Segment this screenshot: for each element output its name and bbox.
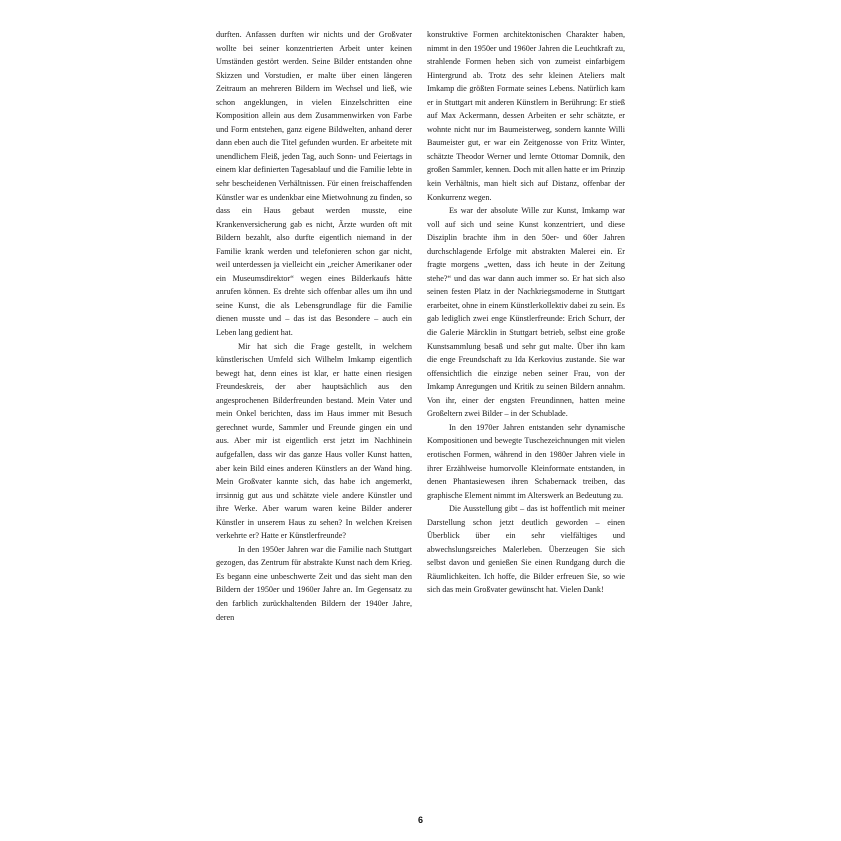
page-number: 6 bbox=[417, 815, 423, 825]
paragraph: Es war der absolute Wille zur Kunst, Imkamp war voll auf sich und seine Kunst konzentriert, und diese Disziplin brachte ihm in den 50er- und 60er Jahren durchschlagende Erfolge mit abstrakten Malerei ein. Er fragte morgens „wetten, dass ich heute in der Zeitung stehe?“ und das war dann auch immer so. Er hat sich also seinen festen Platz in der Nachkriegsmoderne in Stuttgart erarbeitet, ohne in einem Künstlerkollektiv dabei zu sein. Es gab lediglich zwei enge Künstlerfreunde: Erich Schurr, der die Galerie Märcklin in Stuttgart betrieb, selbst eine große Kunstsammlung besaß und sehr gut malte. Über ihn kam die enge Freundschaft zu Ida Kerkovius zustande. Sie war offensichtlich die einzige neben seiner Frau, von der Imkamp Anregungen und Kritik zu seinen Bildern annahm. Von ihr, einer der engsten Freundinnen, hatten meine Großeltern zwei Bilder – in der Schublade. bbox=[427, 206, 625, 419]
paragraph: Mir hat sich die Frage gestellt, in welchem künstlerischen Umfeld sich Wilhelm Imkamp eigentlich bewegt hat, denn eines ist klar, er hatte einen riesigen Freundeskreis, der aber hauptsächlich aus den angesprochenen Bilderfreunden bestand. Mein Vater und mein Onkel berichten, dass im Haus immer mit Besuch gerechnet wurde, Sammler und Freunde gingen ein und aus. Aber mir ist eigentlich erst jetzt im Nachhinein aufgefallen, dass wir das ganze Haus voller Kunst hatten, aber kein Bild eines anderen Künstlers an der Wand hing. Mein Großvater kannte sich, das habe ich angemerkt, irrsinnig gut aus und schätzte viele andere Künstler und ihre Werke. Aber warum waren keine Bilder anderer Künstler in unserem Haus zu sehen? In welchen Kreisen verkehrte er? Hatte er Künstlerfreunde? bbox=[216, 341, 412, 541]
text-column-left bbox=[216, 28, 412, 624]
paragraph: In den 1970er Jahren entstanden sehr dynamische Kompositionen und bewegte Tuschezeichnungen mit vielen erotischen Formen, während in den 1980er Jahren viele in ihrer Erzählweise humorvolle Kleinformate entstanden, in denen Phantasiewesen ihren Schabernack treiben, das graphische Element nimmt im Alterswerk an Bedeutung zu. bbox=[427, 422, 625, 500]
paragraph: durften. Anfassen durften wir nichts und der Großvater wollte bei seiner konzentrierten Arbeit unter keinen Umständen gestört werden. Seine Bilder entstanden ohne Skizzen und Vorstudien, er malte über einen längeren Zeitraum an mehreren Bildern im Wechsel und ließ, wie schon angeklungen, in vielen Einzelschritten eine Komposition allein aus dem Zusammenwirken von Farbe und Form entstehen, ganz eigene Bildwelten, anhand derer dann eben auch die Titel gefunden wurden. Er arbeitete mit unendlichem Fleiß, jeden Tag, auch Sonn- und Feiertags in einem klar definierten Tagesablauf und die Familie lebte in sehr bescheidenen Verhältnissen. Für einen freischaffenden Künstler war es undenkbar eine Mietwohnung zu finden, so dass ein Haus gebaut werden musste, eine Krankenversicherung gab es nicht, Ärzte wurden oft mit Bildern bezahlt, also durfte eigentlich niemand in der Familie krank werden und telefonieren schon gar nicht, weil unterdessen ja vielleicht ein „reicher Amerikaner oder ein Museumsdirektor“ wegen eines Bilderkaufs hätte anrufen können. Es drehte sich offenbar alles um ihn und seine Kunst, die als Lebensgrundlage für die Familie dienen musste und – das ist das Besondere – auch ein Leben lang gedient hat. bbox=[216, 30, 412, 338]
paragraph: konstruktive Formen architektonischen Charakter haben, nimmt in den 1950er und 1960er Jahren die Leuchtkraft zu, strahlende Formen heben sich von zumeist einfarbigem Hintergrund ab. Trotz des sehr kleinen Ateliers malt Imkamp die größten Formate seines Lebens. Natürlich kam er in Stuttgart mit anderen Künstlern in Berührung: Er stieß auf Max Ackermann, dessen Arbeiten er sehr schätzte, er wohnte nicht nur im Baumeisterweg, sondern kannte Willi Baumeister gut, er war ein Zeitgenosse von Fritz Winter, schätzte Theodor Werner und lernte Ottomar Domnik, den großen Sammler, kennen. Doch mit allen hatte er im Prinzip kein Verhältnis, man hielt sich auf Distanz, offenbar der Konkurrenz wegen. bbox=[427, 30, 625, 202]
paragraph: Die Ausstellung gibt – das ist hoffentlich mit meiner Darstellung schon jetzt deutlich geworden – einen Überblick über ein sehr vielfältiges und abwechslungsreiches Malerleben. Überzeugen Sie sich selbst davon und genießen Sie einen Rundgang durch die Räumlichkeiten. Ich hoffe, die Bilder erfreuen Sie, so wie sich das mein Großvater gewünscht hat. Vielen Dank! bbox=[427, 504, 625, 595]
paragraph: In den 1950er Jahren war die Familie nach Stuttgart gezogen, das Zentrum für abstrakte Kunst nach dem Krieg. Es begann eine unbeschwerte Zeit und das sieht man den Bildern der 1950er und 1960er Jahre an. Im Gegensatz zu den farblich zurückhaltenden Bildern der 1940er Jahre, deren bbox=[216, 544, 412, 622]
text-column-right bbox=[427, 28, 625, 597]
